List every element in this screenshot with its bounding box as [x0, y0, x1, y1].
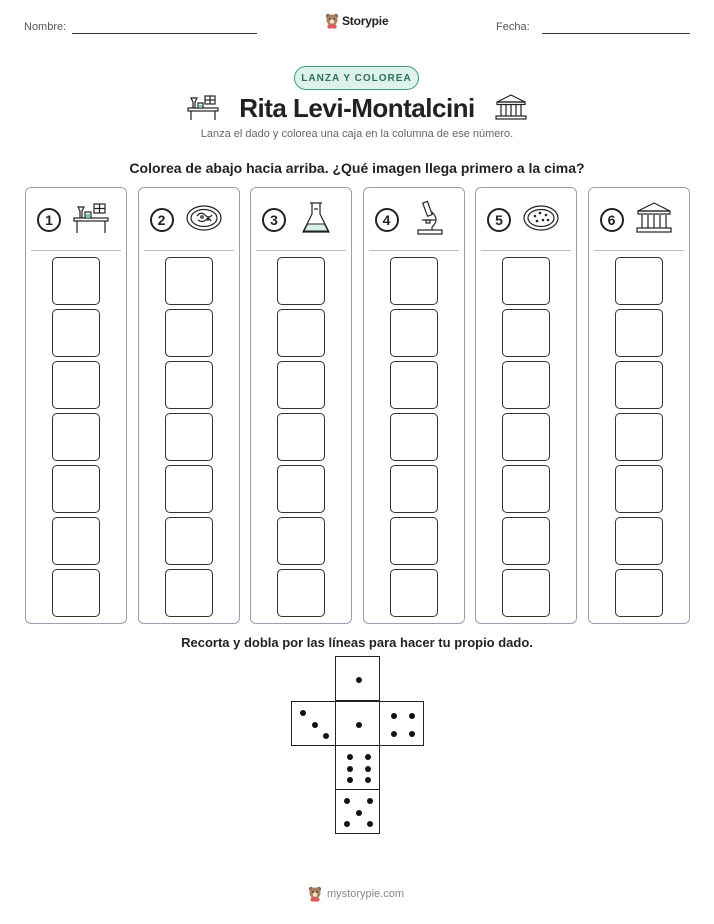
- die-pip: [356, 722, 362, 728]
- color-box[interactable]: [277, 517, 325, 565]
- die-pip: [344, 821, 350, 827]
- color-box[interactable]: [52, 257, 100, 305]
- color-box[interactable]: [615, 361, 663, 409]
- column-number: 4: [375, 208, 399, 232]
- name-line: [72, 33, 257, 34]
- color-box[interactable]: [390, 569, 438, 617]
- color-box[interactable]: [165, 257, 213, 305]
- building-icon: [634, 200, 674, 236]
- subtitle: Lanza el dado y colorea una caja en la columna de ese número.: [200, 128, 514, 140]
- column-divider: [144, 250, 234, 251]
- building-icon: [494, 93, 528, 121]
- die-pip: [347, 777, 353, 783]
- color-box[interactable]: [615, 517, 663, 565]
- color-box[interactable]: [52, 309, 100, 357]
- activity-badge: LANZA Y COLOREA: [294, 66, 419, 90]
- date-line: [542, 33, 690, 34]
- die-face-1: [335, 701, 380, 746]
- color-box[interactable]: [277, 257, 325, 305]
- color-box[interactable]: [615, 309, 663, 357]
- die-pip: [409, 731, 415, 737]
- color-box[interactable]: [165, 517, 213, 565]
- die-pip: [356, 810, 362, 816]
- die-pip: [347, 754, 353, 760]
- die-pip: [300, 710, 306, 716]
- die-pip: [356, 677, 362, 683]
- color-box[interactable]: [52, 517, 100, 565]
- color-box[interactable]: [615, 569, 663, 617]
- column-divider: [369, 250, 459, 251]
- bear-icon: [325, 13, 339, 29]
- color-box[interactable]: [502, 465, 550, 513]
- die-face-4: [379, 701, 424, 746]
- die-pip: [323, 733, 329, 739]
- page-title: Rita Levi-Montalcini: [239, 93, 475, 123]
- die-pip: [409, 713, 415, 719]
- column-6: [588, 187, 690, 624]
- color-box[interactable]: [615, 465, 663, 513]
- column-divider: [31, 250, 121, 251]
- flask-icon: [296, 200, 336, 236]
- color-box[interactable]: [390, 309, 438, 357]
- column-divider: [481, 250, 571, 251]
- color-box[interactable]: [502, 517, 550, 565]
- color-box[interactable]: [277, 361, 325, 409]
- petri-dish-cells-icon: [184, 200, 224, 236]
- color-box[interactable]: [52, 413, 100, 461]
- color-box[interactable]: [277, 465, 325, 513]
- color-box[interactable]: [390, 257, 438, 305]
- die-face-1: [335, 656, 380, 701]
- color-box[interactable]: [52, 361, 100, 409]
- color-box[interactable]: [165, 569, 213, 617]
- die-face-3: [291, 701, 336, 746]
- die-pip: [391, 713, 397, 719]
- color-box[interactable]: [165, 465, 213, 513]
- color-box[interactable]: [52, 465, 100, 513]
- column-divider: [256, 250, 346, 251]
- color-box[interactable]: [165, 361, 213, 409]
- column-number: 3: [262, 208, 286, 232]
- column-4: [363, 187, 465, 624]
- instruction: Colorea de abajo hacia arriba. ¿Qué imagen llega primero a la cima?: [129, 160, 585, 176]
- die-pip: [367, 821, 373, 827]
- column-number: 2: [150, 208, 174, 232]
- column-number: 1: [37, 208, 61, 232]
- lab-desk-icon: [71, 200, 111, 236]
- footer: [308, 886, 404, 902]
- footer-url: mystorypie.com: [327, 888, 405, 900]
- die-pip: [367, 798, 373, 804]
- die-face-6: [335, 745, 380, 790]
- column-1: [25, 187, 127, 624]
- color-box[interactable]: [165, 413, 213, 461]
- column-2: [138, 187, 240, 624]
- brand-logo: [325, 13, 388, 29]
- die-pip: [365, 754, 371, 760]
- die-pip: [344, 798, 350, 804]
- die-instruction: Recorta y dobla por las líneas para hacer tu propio dado.: [181, 635, 533, 650]
- column-number: 6: [600, 208, 624, 232]
- die-pip: [391, 731, 397, 737]
- color-box[interactable]: [390, 517, 438, 565]
- column-divider: [594, 250, 684, 251]
- color-box[interactable]: [277, 309, 325, 357]
- column-3: [250, 187, 352, 624]
- color-box[interactable]: [390, 413, 438, 461]
- date-label: Fecha:: [496, 21, 530, 33]
- color-box[interactable]: [165, 309, 213, 357]
- petri-dish-icon: [521, 200, 561, 236]
- color-box[interactable]: [390, 361, 438, 409]
- brand-name: Storypie: [342, 14, 389, 28]
- die-pip: [347, 766, 353, 772]
- color-box[interactable]: [502, 361, 550, 409]
- color-box[interactable]: [502, 309, 550, 357]
- color-box[interactable]: [277, 413, 325, 461]
- color-box[interactable]: [502, 413, 550, 461]
- color-box[interactable]: [277, 569, 325, 617]
- color-box[interactable]: [502, 569, 550, 617]
- die-pip: [365, 766, 371, 772]
- column-number: 5: [487, 208, 511, 232]
- color-box[interactable]: [502, 257, 550, 305]
- die-pip: [312, 722, 318, 728]
- die-face-5: [335, 789, 380, 834]
- name-label: Nombre:: [24, 21, 67, 33]
- color-box[interactable]: [615, 257, 663, 305]
- color-box[interactable]: [52, 569, 100, 617]
- color-box[interactable]: [390, 465, 438, 513]
- die-pip: [365, 777, 371, 783]
- bear-icon: [308, 886, 322, 902]
- column-5: [475, 187, 577, 624]
- color-box[interactable]: [615, 413, 663, 461]
- microscope-icon: [409, 200, 449, 236]
